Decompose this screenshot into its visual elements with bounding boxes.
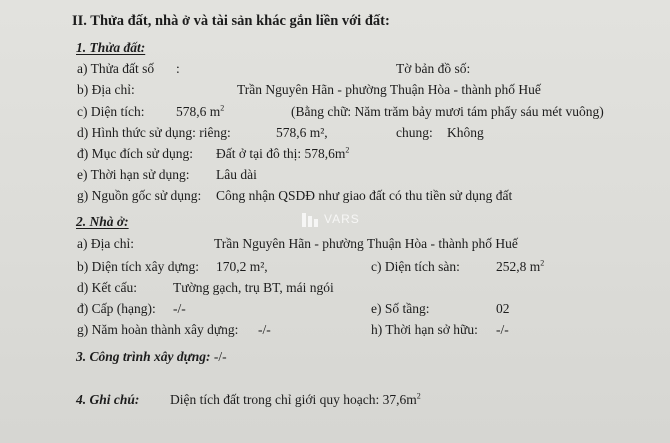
term-value: Lâu dài: [216, 167, 257, 182]
structure-label: d) Kết cấu:: [77, 280, 137, 295]
shared-usage-value: Không: [447, 125, 484, 140]
house-address-value: Trần Nguyên Hãn - phường Thuận Hòa - thành phố Huế: [214, 236, 518, 251]
usage-form-value: 578,6 m²,: [276, 125, 328, 140]
origin-label: g) Nguồn gốc sử dụng:: [77, 188, 202, 203]
parcel-number-colon: :: [176, 61, 180, 76]
term-label: e) Thời hạn sử dụng:: [77, 167, 190, 182]
land-area-value: 578,6 $m^2$: [176, 103, 225, 119]
built-area-value: 170,2 m²,: [216, 259, 268, 274]
completion-year-value: -/-: [258, 322, 271, 337]
land-area-label: c) Diện tích:: [77, 104, 145, 119]
works-row: [76, 349, 227, 365]
house-address-label: a) Địa chỉ:: [77, 236, 134, 251]
floors-value: 02: [496, 301, 510, 316]
works-heading: 3. Công trình xây dựng:: [76, 349, 211, 364]
shared-usage-label: chung:: [396, 125, 433, 140]
floor-area-label: c) Diện tích sàn:: [371, 259, 460, 274]
purpose-label: đ) Mục đích sử dụng:: [77, 146, 194, 161]
floor-area-value: 252,8 $m^2$: [496, 258, 545, 274]
parcel-number-label: a) Thửa đất số: [77, 61, 155, 76]
land-address-label: b) Địa chỉ:: [77, 82, 135, 97]
land-area-words: (Bằng chữ: Năm trăm bảy mươi tám phẩy sáu mét vuông): [291, 104, 604, 119]
land-address-value: Trần Nguyên Hãn - phường Thuận Hòa - thành phố Huế: [237, 82, 541, 97]
origin-value: Công nhận QSDĐ như giao đất có thu tiền sử dụng đất: [216, 188, 513, 203]
note-heading: 4. Ghi chú:: [76, 392, 140, 407]
purpose-value: Đất ở tại đô thị: $578,6m^2$: [216, 145, 350, 161]
completion-year-label: g) Năm hoàn thành xây dựng:: [77, 322, 239, 337]
vars-watermark: [300, 208, 380, 232]
section-title: II. Thửa đất, nhà ở và tài sản khác gắn liền với đất:: [72, 13, 390, 29]
note-value: Diện tích đất trong chỉ giới quy hoạch: $37,6m^2$: [170, 391, 421, 407]
land-heading: 1. Thửa đất:: [76, 40, 146, 55]
map-sheet-label: Tờ bản đồ số:: [396, 61, 471, 76]
floors-label: e) Số tầng:: [371, 301, 430, 316]
vars-logo-icon: [300, 210, 320, 230]
grade-value: -/-: [173, 301, 186, 316]
structure-value: Tường gạch, trụ BT, mái ngói: [173, 280, 334, 295]
ownership-term-label: h) Thời hạn sở hữu:: [371, 322, 478, 337]
works-value: -/-: [213, 349, 227, 364]
usage-form-label: d) Hình thức sử dụng: riêng:: [77, 125, 231, 140]
built-area-label: b) Diện tích xây dựng:: [77, 259, 200, 274]
grade-label: đ) Cấp (hạng):: [77, 301, 156, 316]
ownership-term-value: -/-: [496, 322, 509, 337]
watermark-text: VARS: [324, 212, 360, 226]
house-heading: 2. Nhà ở:: [76, 214, 129, 229]
